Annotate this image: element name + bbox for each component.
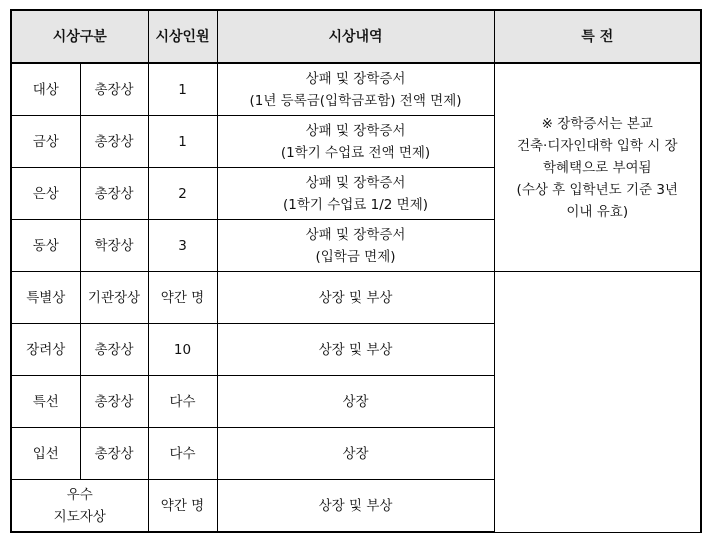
award-level: 총장상 <box>80 428 148 480</box>
award-name: 금상 <box>11 116 80 168</box>
award-detail: 상장 및 부상 <box>217 272 494 324</box>
award-table <box>10 9 702 533</box>
table-row <box>11 63 701 116</box>
award-name-line: 지도자상 <box>53 508 106 525</box>
benefit-line: (수상 후 입학년도 기준 3년 <box>516 181 678 198</box>
award-count: 3 <box>148 220 217 272</box>
award-level: 기관장상 <box>80 272 148 324</box>
benefit-line: 건축·디자인대학 입학 시 장 <box>516 137 678 154</box>
award-name: 대상 <box>11 63 80 116</box>
detail-line: 상패 및 장학증서 <box>305 226 406 243</box>
award-count: 약간 명 <box>148 272 217 324</box>
table-row <box>11 272 701 324</box>
detail-line: 상패 및 장학증서 <box>305 70 406 87</box>
award-detail <box>217 63 494 116</box>
award-name: 장려상 <box>11 324 80 376</box>
award-detail: 상장 <box>217 428 494 480</box>
award-name: 동상 <box>11 220 80 272</box>
award-level: 총장상 <box>80 116 148 168</box>
award-detail <box>217 116 494 168</box>
header-benefits: 특 전 <box>494 10 701 63</box>
award-name <box>11 480 148 533</box>
detail-line: (입학금 면제) <box>315 248 396 265</box>
award-count: 2 <box>148 168 217 220</box>
detail-line: 상패 및 장학증서 <box>305 174 406 191</box>
detail-line: (1학기 수업료 1/2 면제) <box>283 196 429 213</box>
award-detail <box>217 168 494 220</box>
award-level: 총장상 <box>80 376 148 428</box>
benefit-empty <box>494 272 701 533</box>
award-count: 1 <box>148 116 217 168</box>
award-count: 약간 명 <box>148 480 217 533</box>
award-level: 총장상 <box>80 168 148 220</box>
award-detail: 상장 및 부상 <box>217 324 494 376</box>
award-detail <box>217 220 494 272</box>
award-name: 특별상 <box>11 272 80 324</box>
header-details: 시상내역 <box>217 10 494 63</box>
award-count: 10 <box>148 324 217 376</box>
award-level: 총장상 <box>80 324 148 376</box>
award-name-line: 우수 <box>66 486 93 503</box>
header-count: 시상인원 <box>148 10 217 63</box>
award-name: 은상 <box>11 168 80 220</box>
detail-line: (1학기 수업료 전액 면제) <box>280 144 431 161</box>
header-category: 시상구분 <box>11 10 148 63</box>
award-count: 다수 <box>148 376 217 428</box>
detail-line: (1년 등록금(입학금포함) 전액 면제) <box>249 92 462 109</box>
award-count: 1 <box>148 63 217 116</box>
award-name: 입선 <box>11 428 80 480</box>
benefit-note <box>494 63 701 272</box>
award-level: 총장상 <box>80 63 148 116</box>
award-detail: 상장 및 부상 <box>217 480 494 533</box>
detail-line: 상패 및 장학증서 <box>305 122 406 139</box>
award-level: 학장상 <box>80 220 148 272</box>
award-detail: 상장 <box>217 376 494 428</box>
award-name: 특선 <box>11 376 80 428</box>
benefit-line: 학혜택으로 부여됨 <box>542 159 652 176</box>
header-row <box>11 10 701 63</box>
benefit-line: ※ 장학증서는 본교 <box>541 115 653 132</box>
award-count: 다수 <box>148 428 217 480</box>
benefit-line: 이내 유효) <box>566 203 629 220</box>
